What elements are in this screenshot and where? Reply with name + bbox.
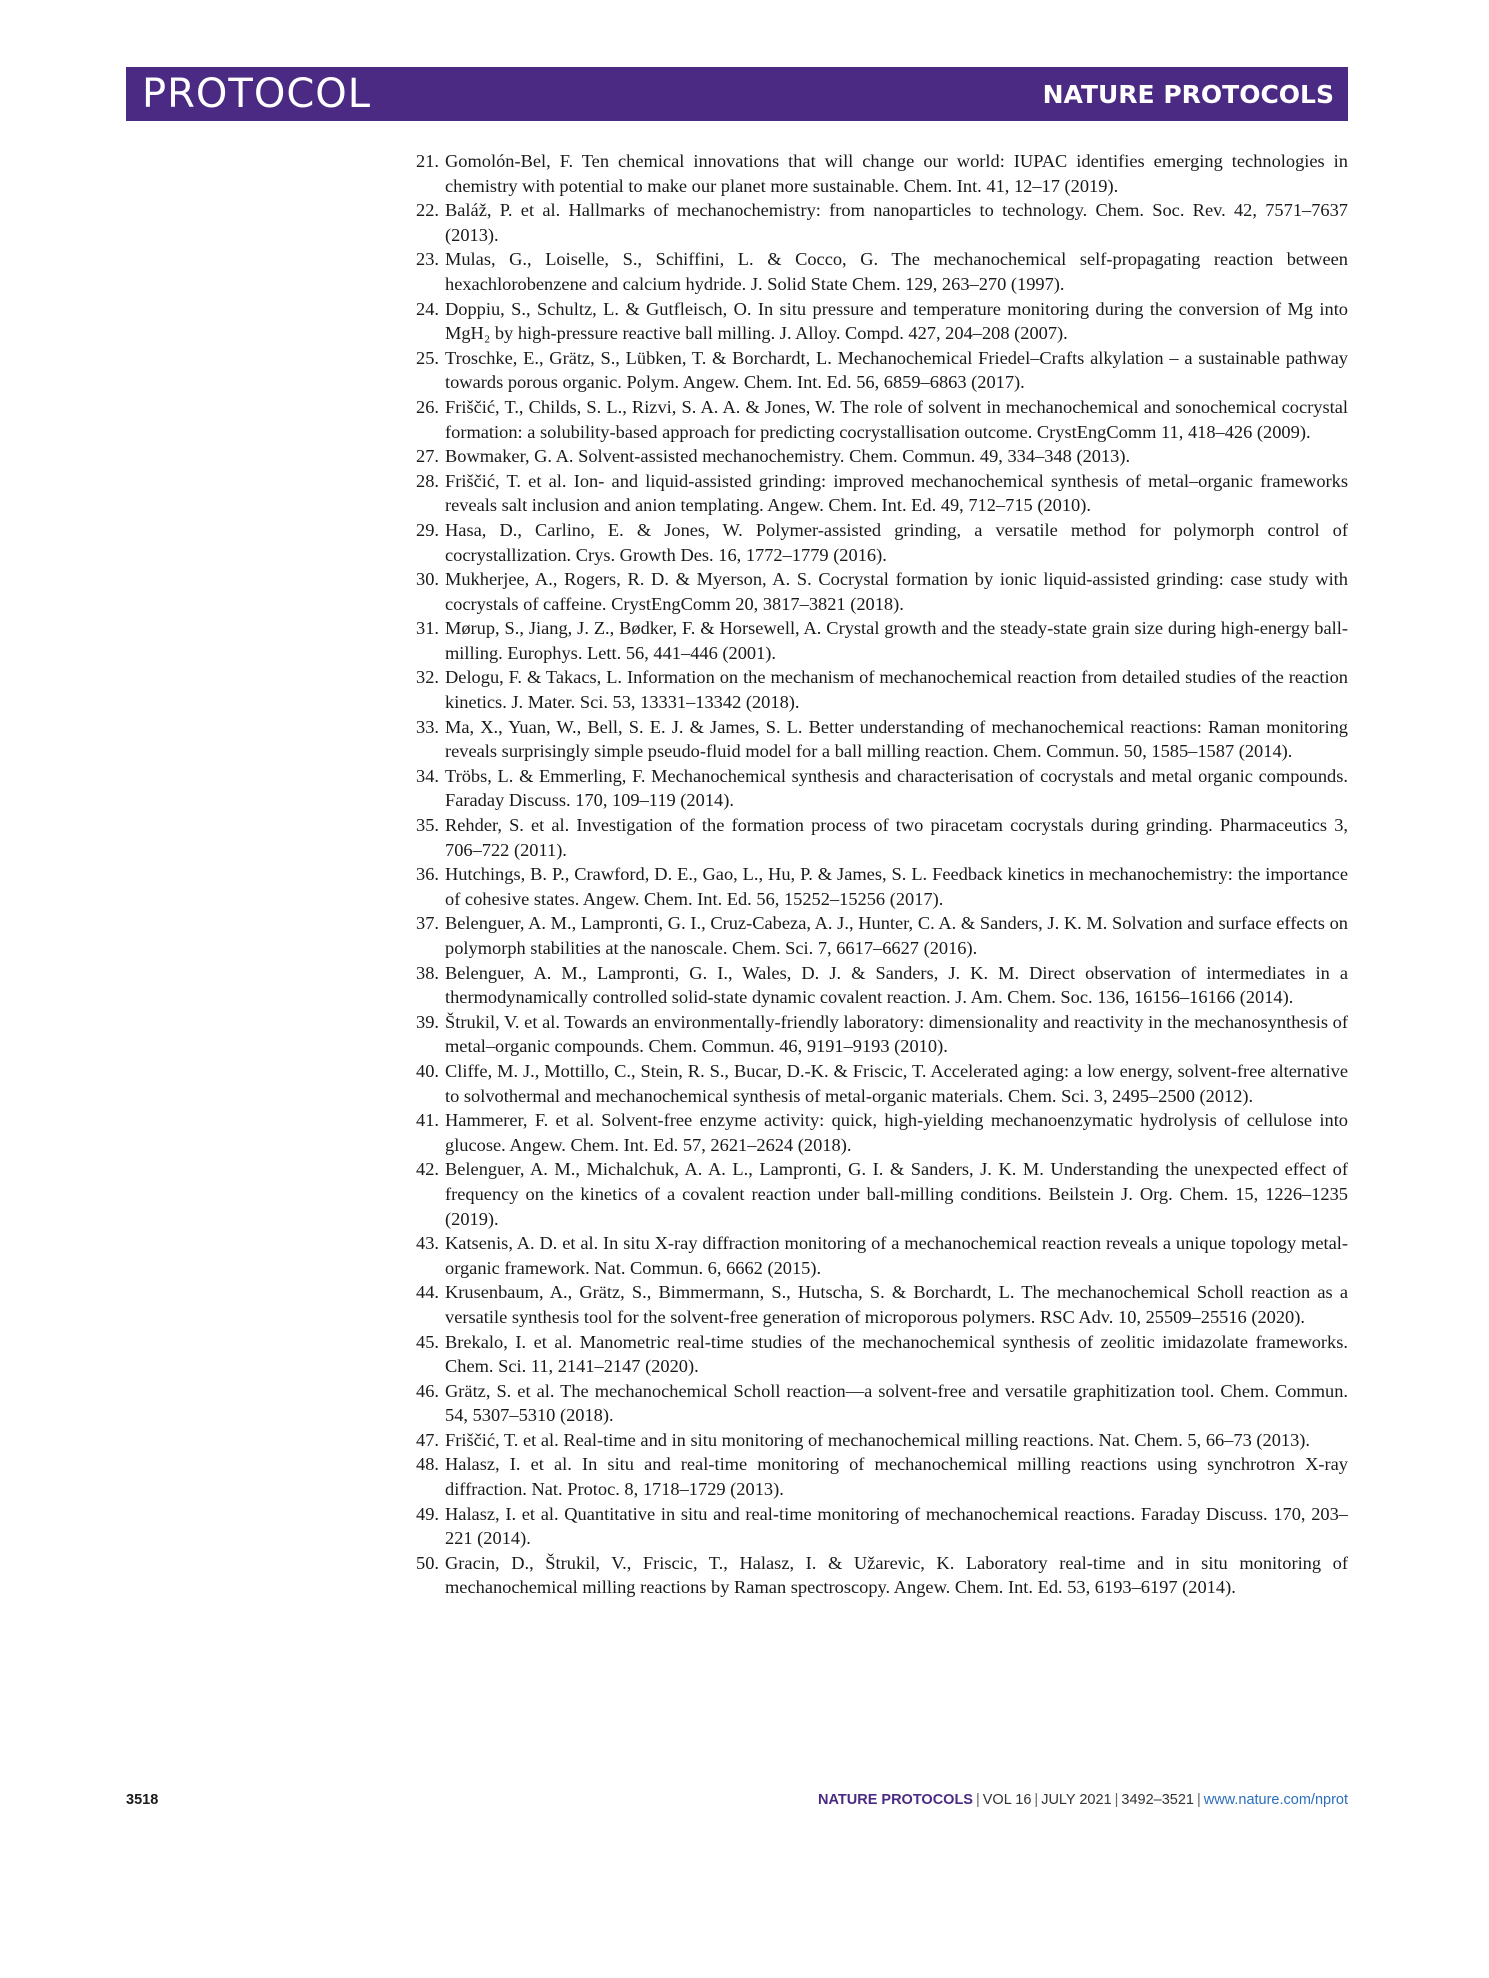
separator: | <box>1114 1792 1119 1808</box>
reference-number: 42. <box>416 1159 439 1180</box>
reference-text: Mulas, G., Loiselle, S., Schiffini, L. & Cocco, G. The mechanochemical self-propagating reaction between hexachlorobenzene and calcium hydride. J. Solid State Chem. 129, 263–270 (1997). <box>445 249 1348 294</box>
reference-item <box>410 1452 1348 1501</box>
reference-item <box>410 518 1348 567</box>
reference-number: 35. <box>416 815 439 836</box>
reference-number: 43. <box>416 1233 439 1254</box>
reference-item <box>410 469 1348 518</box>
footer-volume: VOL 16 <box>982 1792 1032 1808</box>
reference-item <box>410 1010 1348 1059</box>
reference-text: Hutchings, B. P., Crawford, D. E., Gao, L., Hu, P. & James, S. L. Feedback kinetics in mechanochemistry: the importance of cohesive states. Angew. Chem. Int. Ed. 56, 15252–15256 (2017). <box>445 864 1348 909</box>
reference-number: 50. <box>416 1552 439 1573</box>
header-banner <box>126 67 1348 121</box>
reference-item <box>410 149 1348 198</box>
reference-number: 44. <box>416 1282 439 1303</box>
reference-text: Tröbs, L. & Emmerling, F. Mechanochemical synthesis and characterisation of cocrystals and metal organic compounds. Faraday Discuss. 170, 109–119 (2014). <box>445 765 1348 811</box>
reference-text: Delogu, F. & Takacs, L. Information on the mechanism of mechanochemical reaction from detailed studies of the reaction kinetics. J. Mater. Sci. 53, 13331–13342 (2018). <box>445 667 1348 713</box>
separator: | <box>975 1792 980 1808</box>
reference-text: Mørup, S., Jiang, J. Z., Bødker, F. & Horsewell, A. Crystal growth and the steady-state grain size during high-energy ball-milling. Europhys. Lett. 56, 441–446 (2001). <box>445 618 1348 663</box>
reference-number: 21. <box>416 151 439 171</box>
reference-number: 32. <box>416 667 439 688</box>
reference-text: Halasz, I. et al. Quantitative in situ and real-time monitoring of mechanochemical reactions. Faraday Discuss. 170, 203–221 (2014). <box>445 1503 1348 1549</box>
reference-number: 25. <box>416 347 439 368</box>
reference-number: 26. <box>416 396 439 417</box>
reference-number: 40. <box>416 1060 439 1081</box>
reference-number: 27. <box>416 446 439 467</box>
reference-number: 47. <box>416 1429 439 1450</box>
reference-number: 34. <box>416 765 439 786</box>
reference-text: Hasa, D., Carlino, E. & Jones, W. Polymer-assisted grinding, a versatile method for polymorph control of cocrystallization. Crys. Growth Des. 16, 1772–1779 (2016). <box>445 519 1348 565</box>
reference-number: 36. <box>416 864 439 885</box>
reference-number: 46. <box>416 1380 439 1401</box>
reference-item <box>410 297 1348 346</box>
reference-item <box>410 567 1348 616</box>
reference-item <box>410 911 1348 960</box>
reference-number: 33. <box>416 716 439 737</box>
section-title: PROTOCOL <box>142 71 372 117</box>
reference-item <box>410 1059 1348 1108</box>
reference-item <box>410 1108 1348 1157</box>
reference-text: Friščić, T. et al. Ion- and liquid-assisted grinding: improved mechanochemical synthesis of metal–organic frameworks reveals salt inclusion and anion templating. Angew. Chem. Int. Ed. 49, 712–715 (2010). <box>445 470 1348 516</box>
separator: | <box>1196 1792 1201 1808</box>
reference-text: Gomolón-Bel, F. Ten chemical innovations that will change our world: IUPAC identifies emerging technologies in chemistry with potential to make our planet more sustainable. Chem. Int. 41, 12–17 (2019). <box>445 151 1348 196</box>
footer-citation <box>818 1792 1348 1808</box>
reference-item <box>410 1502 1348 1551</box>
reference-item <box>410 247 1348 296</box>
journal-url-link[interactable]: www.nature.com/nprot <box>1203 1792 1348 1808</box>
reference-text: Ma, X., Yuan, W., Bell, S. E. J. & James, S. L. Better understanding of mechanochemical reactions: Raman monitoring reveals surprisingly simple pseudo-fluid model for a ball milling reaction. Chem. Commun. 50, 1585–1587 (2014). <box>445 716 1348 762</box>
reference-item <box>410 1379 1348 1428</box>
reference-item <box>410 764 1348 813</box>
reference-text: Friščić, T. et al. Real-time and in situ monitoring of mechanochemical milling reactions. Nat. Chem. 5, 66–73 (2013). <box>445 1429 1311 1450</box>
reference-number: 23. <box>416 249 439 270</box>
footer-pages: 3492–3521 <box>1121 1792 1194 1808</box>
reference-text: Troschke, E., Grätz, S., Lübken, T. & Borchardt, L. Mechanochemical Friedel–Crafts alkylation – a sustainable pathway towards porous organic. Polym. Angew. Chem. Int. Ed. 56, 6859–6863 (2017). <box>445 347 1348 393</box>
reference-text: Grätz, S. et al. The mechanochemical Scholl reaction—a solvent-free and versatile graphitization tool. Chem. Commun. 54, 5307–5310 (2018). <box>445 1380 1348 1426</box>
reference-item <box>410 616 1348 665</box>
reference-item <box>410 1330 1348 1379</box>
footer-date: JULY 2021 <box>1041 1792 1112 1808</box>
reference-item <box>410 813 1348 862</box>
reference-item <box>410 1551 1348 1600</box>
reference-text: Friščić, T., Childs, S. L., Rizvi, S. A. A. & Jones, W. The role of solvent in mechanochemical and sonochemical cocrystal formation: a solubility-based approach for predicting cocrystallisation outcome. CrystEngComm 11, 418–426 (2009). <box>445 396 1348 442</box>
separator: | <box>1034 1792 1039 1808</box>
reference-number: 31. <box>416 618 439 639</box>
reference-item <box>410 444 1348 469</box>
reference-item <box>410 1280 1348 1329</box>
reference-number: 41. <box>416 1110 439 1131</box>
reference-text: Brekalo, I. et al. Manometric real-time studies of the mechanochemical synthesis of zeolitic imidazolate frameworks. Chem. Sci. 11, 2141–2147 (2020). <box>445 1331 1348 1377</box>
reference-number: 28. <box>416 470 439 491</box>
reference-text: Halasz, I. et al. In situ and real-time monitoring of mechanochemical milling reactions using synchrotron X-ray diffraction. Nat. Protoc. 8, 1718–1729 (2013). <box>445 1454 1348 1500</box>
reference-text: Belenguer, A. M., Michalchuk, A. A. L., Lampronti, G. I. & Sanders, J. K. M. Understanding the unexpected effect of frequency on the kinetics of a covalent reaction under ball-milling conditions. Beilstein J. Org. Chem. 15, 1226–1235 (2019). <box>445 1159 1348 1229</box>
reference-number: 38. <box>416 962 439 983</box>
page-number: 3518 <box>126 1792 159 1808</box>
reference-text: Bowmaker, G. A. Solvent-assisted mechanochemistry. Chem. Commun. 49, 334–348 (2013). <box>445 446 1131 467</box>
reference-list <box>410 149 1348 1600</box>
reference-number: 49. <box>416 1503 439 1524</box>
reference-text: Štrukil, V. et al. Towards an environmentally-friendly laboratory: dimensionality and reactivity in the mechanosynthesis of metal–organic compounds. Chem. Commun. 46, 9191–9193 (2010). <box>445 1011 1348 1057</box>
reference-item <box>410 1157 1348 1231</box>
reference-item <box>410 665 1348 714</box>
reference-number: 48. <box>416 1454 439 1475</box>
reference-item <box>410 862 1348 911</box>
reference-item <box>410 198 1348 247</box>
reference-text: Mukherjee, A., Rogers, R. D. & Myerson, A. S. Cocrystal formation by ionic liquid-assisted grinding: case study with cocrystals of caffeine. CrystEngComm 20, 3817–3821 (2018). <box>445 569 1348 614</box>
reference-item <box>410 1428 1348 1453</box>
reference-item <box>410 1231 1348 1280</box>
reference-number: 29. <box>416 519 439 540</box>
reference-text: Rehder, S. et al. Investigation of the formation process of two piracetam cocrystals during grinding. Pharmaceutics 3, 706–722 (2011). <box>445 815 1348 860</box>
reference-number: 37. <box>416 913 439 934</box>
reference-number: 30. <box>416 569 439 590</box>
reference-item <box>410 346 1348 395</box>
reference-number: 39. <box>416 1011 439 1032</box>
journal-name: NATURE PROTOCOLS <box>1042 80 1334 109</box>
reference-text: Gracin, D., Štrukil, V., Friscic, T., Halasz, I. & Užarevic, K. Laboratory real-time and in situ monitoring of mechanochemical milling reactions by Raman spectroscopy. Angew. Chem. Int. Ed. 53, 6193–6197 (2014). <box>445 1552 1348 1598</box>
reference-text: Krusenbaum, A., Grätz, S., Bimmermann, S., Hutscha, S. & Borchardt, L. The mechanochemical Scholl reaction as a versatile synthesis tool for the solvent-free generation of microporous polymers. RSC Adv. 10, 25509–25516 (2020). <box>445 1282 1348 1327</box>
reference-text: Doppiu, S., Schultz, L. & Gutfleisch, O. In situ pressure and temperature monitoring during the conversion of Mg into MgH₂ by high-pressure reactive ball milling. J. Alloy. Compd. 427, 204–208 (2007). <box>445 298 1348 344</box>
reference-number: 22. <box>416 200 439 221</box>
reference-text: Cliffe, M. J., Mottillo, C., Stein, R. S., Bucar, D.-K. & Friscic, T. Accelerated aging: a low energy, solvent-free alternative to solvothermal and mechanochemical synthesis of metal-organic materials. Chem. Sci. 3, 2495–2500 (2012). <box>445 1060 1348 1106</box>
reference-text: Katsenis, A. D. et al. In situ X-ray diffraction monitoring of a mechanochemical reaction reveals a unique topology metal-organic framework. Nat. Commun. 6, 6662 (2015). <box>445 1233 1348 1278</box>
reference-item <box>410 715 1348 764</box>
reference-item <box>410 395 1348 444</box>
reference-text: Hammerer, F. et al. Solvent-free enzyme activity: quick, high-yielding mechanoenzymatic hydrolysis of cellulose into glucose. Angew. Chem. Int. Ed. 57, 2621–2624 (2018). <box>445 1110 1348 1155</box>
reference-text: Baláž, P. et al. Hallmarks of mechanochemistry: from nanoparticles to technology. Chem. Soc. Rev. 42, 7571–7637 (2013). <box>445 200 1348 245</box>
page-footer <box>126 1792 1348 1812</box>
reference-number: 45. <box>416 1331 439 1352</box>
reference-text: Belenguer, A. M., Lampronti, G. I., Cruz-Cabeza, A. J., Hunter, C. A. & Sanders, J. K. M. Solvation and surface effects on polymorph stabilities at the nanoscale. Chem. Sci. 7, 6617–6627 (2016). <box>445 913 1348 958</box>
reference-item <box>410 961 1348 1010</box>
reference-text: Belenguer, A. M., Lampronti, G. I., Wales, D. J. & Sanders, J. K. M. Direct observation of intermediates in a thermodynamically controlled solid-state dynamic covalent reaction. J. Am. Chem. Soc. 136, 16156–16166 (2014). <box>445 962 1348 1008</box>
reference-number: 24. <box>416 298 439 319</box>
footer-journal: NATURE PROTOCOLS <box>818 1792 973 1808</box>
